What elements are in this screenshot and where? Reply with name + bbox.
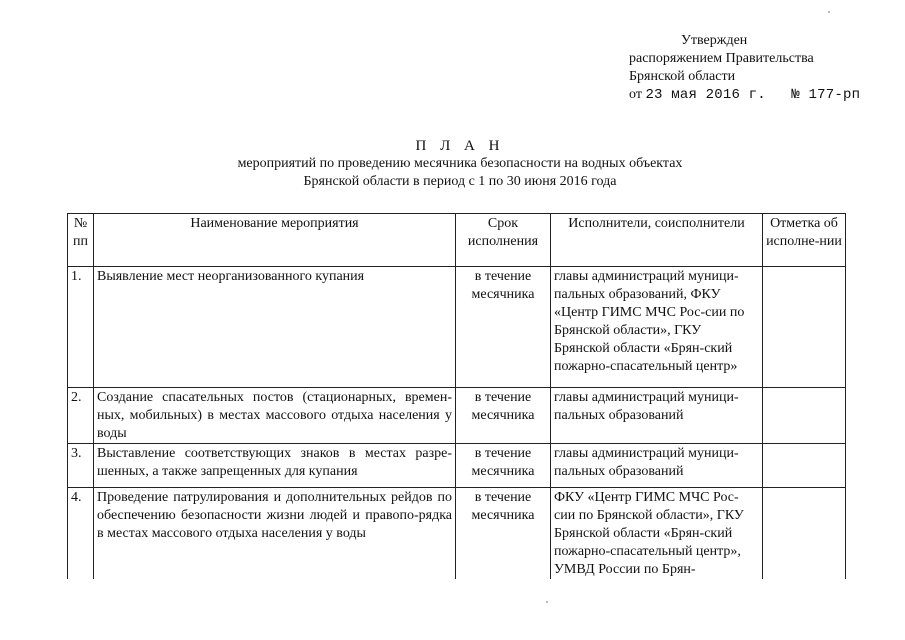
approval-stamp [629, 32, 860, 104]
approval-date-prefix: от [629, 87, 642, 102]
approval-line-3: Брянской области [629, 69, 736, 84]
row-executors: главы администраций муници-пальных образований [551, 388, 763, 444]
approval-date-line [629, 86, 860, 104]
row-num: 2. [68, 388, 94, 444]
title-heading: П Л А Н [415, 138, 505, 154]
plan-table [67, 213, 846, 579]
approval-date: 23 мая 2016 г. [645, 87, 766, 103]
row-term: в течение месячника [456, 267, 551, 388]
row-executors: главы администраций муници-пальных образований, ФКУ «Центр ГИМС МЧС Рос-сии по Брянской области», ГКУ Брянской области «Брян-ский пожарно-спасательный центр» [551, 267, 763, 388]
table-row [68, 488, 846, 580]
approval-line-1: Утвержден [681, 33, 748, 48]
row-name: Выставление соответствующих знаков в местах разре-шенных, а также запрещенных для купания [94, 444, 456, 488]
row-name: Создание спасательных постов (стационарных, времен-ных, мобильных) в местах массового отдыха населения у воды [94, 388, 456, 444]
header-name: Наименование мероприятия [94, 214, 456, 267]
row-term: в течение месячника [456, 388, 551, 444]
table-header-row [68, 214, 846, 267]
row-num: 1. [68, 267, 94, 388]
row-num: 4. [68, 488, 94, 580]
table-row [68, 444, 846, 488]
row-mark [763, 444, 846, 488]
row-mark [763, 488, 846, 580]
row-mark [763, 267, 846, 388]
scan-speck [546, 601, 548, 603]
header-num: № пп [68, 214, 94, 267]
row-term: в течение месячника [456, 488, 551, 580]
row-num: 3. [68, 444, 94, 488]
header-mark: Отметка об исполне-нии [763, 214, 846, 267]
table-row [68, 388, 846, 444]
row-name: Проведение патрулирования и дополнительных рейдов по обеспечению безопасности жизни людей и правопо-рядка в местах массового отдыха населения у воды [94, 488, 456, 580]
row-name: Выявление мест неорганизованного купания [94, 267, 456, 388]
title-line-2: Брянской области в период с 1 по 30 июня 2016 года [303, 174, 617, 189]
header-executors: Исполнители, соисполнители [551, 214, 763, 267]
header-term: Срок исполнения [456, 214, 551, 267]
row-executors: ФКУ «Центр ГИМС МЧС Рос-сии по Брянской области», ГКУ Брянской области «Брян-ский пожарно-спасательный центр», УМВД России по Брян- [551, 488, 763, 580]
approval-number: № 177-рп [791, 87, 861, 103]
row-executors: главы администраций муници-пальных образований [551, 444, 763, 488]
scan-speck [828, 11, 830, 13]
document-title [200, 137, 720, 191]
approval-line-2: распоряжением Правительства [629, 51, 814, 66]
row-term: в течение месячника [456, 444, 551, 488]
row-mark [763, 388, 846, 444]
table-row [68, 267, 846, 388]
title-line-1: мероприятий по проведению месячника безопасности на водных объектах [237, 156, 683, 171]
